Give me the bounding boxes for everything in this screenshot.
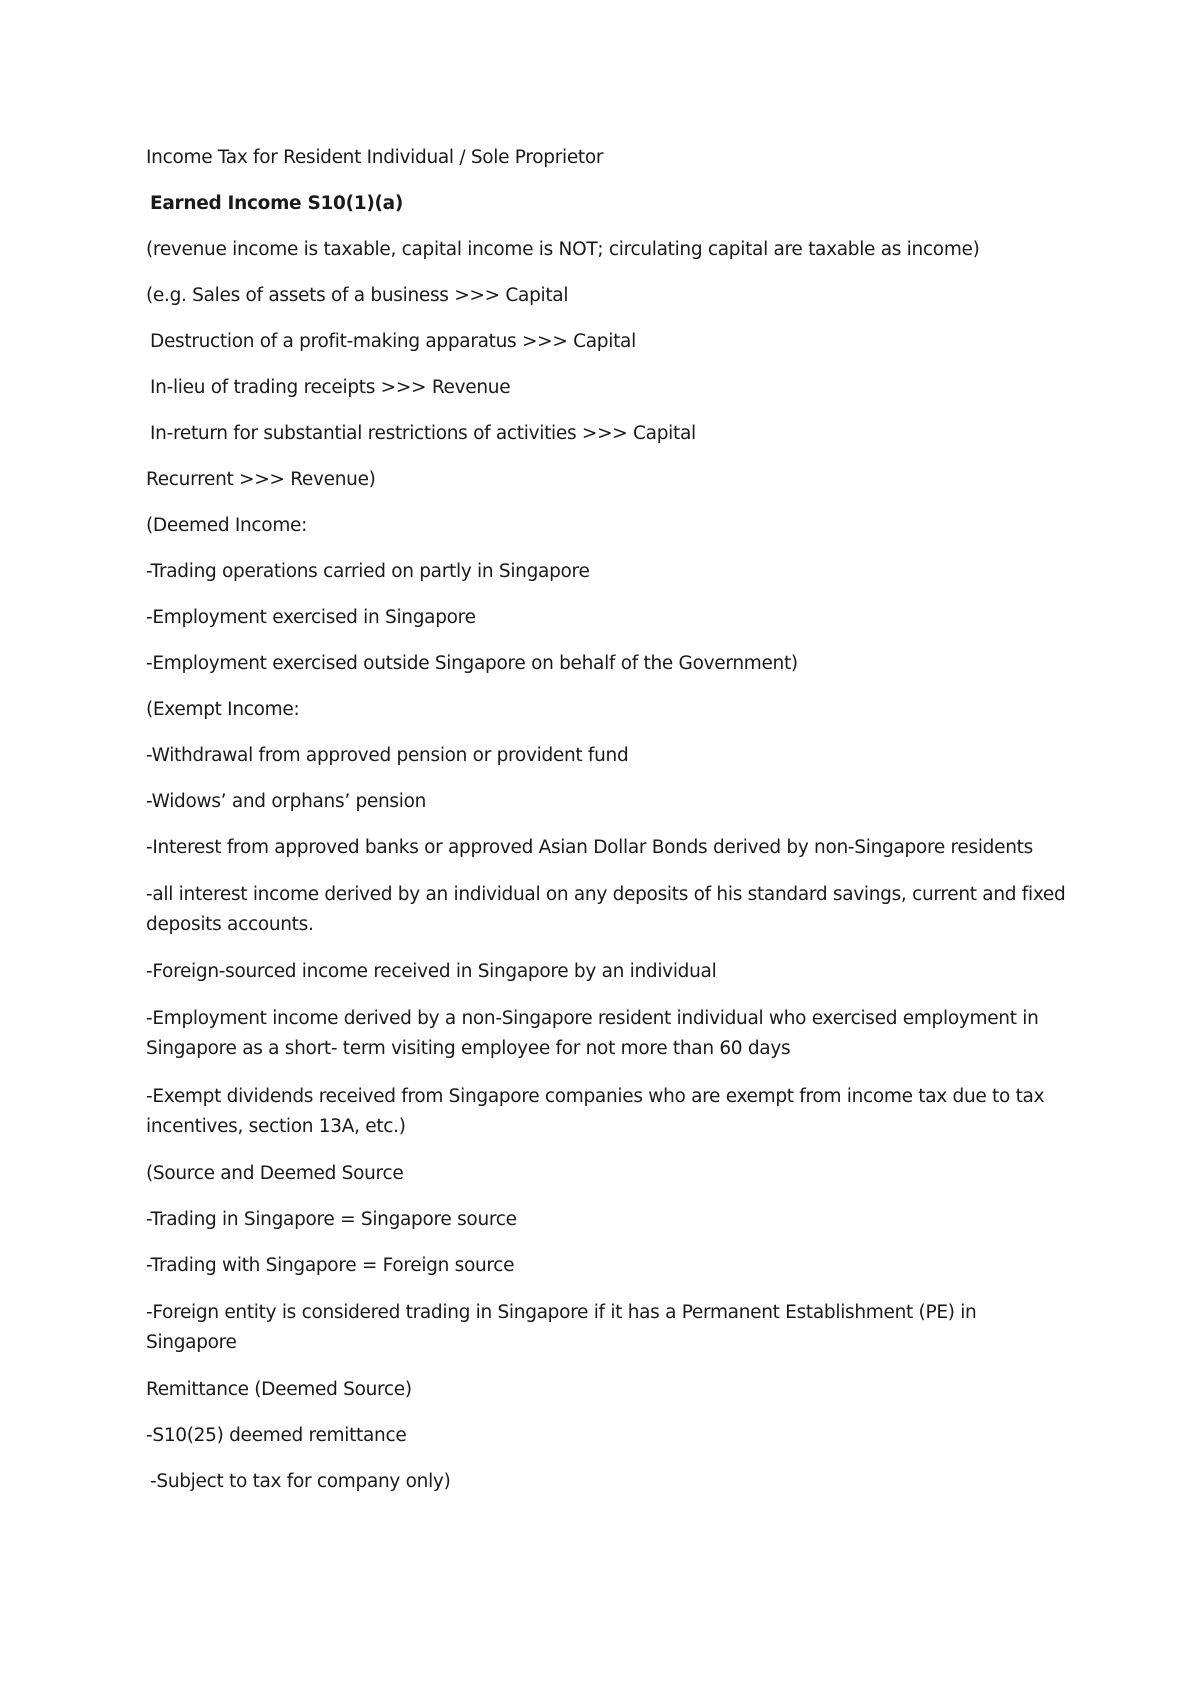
text-line: -Employment exercised outside Singapore on behalf of the Government) — [146, 653, 798, 674]
text-line: Remittance (Deemed Source) — [146, 1379, 412, 1400]
text-line: (Source and Deemed Source — [146, 1163, 404, 1184]
text-line: -Trading with Singapore = Foreign source — [146, 1255, 515, 1276]
section-heading: Earned Income S10(1)(a) — [150, 193, 403, 214]
text-line: In-return for substantial restrictions of activities >>> Capital — [150, 423, 696, 444]
text-line: -all interest income derived by an individual on any deposits of his standard savings, current and fixed deposits accounts. — [146, 884, 1072, 935]
text-line: -Foreign-sourced income received in Singapore by an individual — [146, 961, 717, 982]
text-line: -Trading in Singapore = Singapore source — [146, 1209, 517, 1230]
text-line: -Employment income derived by a non-Singapore resident individual who exercised employment in Singapore as a short- term visiting employee for not more than 60 days — [146, 1008, 1045, 1059]
text-line: (e.g. Sales of assets of a business >>> Capital — [146, 285, 569, 306]
text-line: In-lieu of trading receipts >>> Revenue — [150, 377, 511, 398]
text-line: (revenue income is taxable, capital income is NOT; circulating capital are taxable as income) — [146, 239, 980, 260]
document-title: Income Tax for Resident Individual / Sole Proprietor — [146, 147, 604, 168]
text-line: -S10(25) deemed remittance — [146, 1425, 407, 1446]
text-line: -Foreign entity is considered trading in Singapore if it has a Permanent Establishment (PE) in Singapore — [146, 1302, 983, 1353]
text-line: -Trading operations carried on partly in Singapore — [146, 561, 590, 582]
text-line: -Widows’ and orphans’ pension — [146, 791, 427, 812]
text-line: -Employment exercised in Singapore — [146, 607, 476, 628]
text-line: Destruction of a profit-making apparatus >>> Capital — [150, 331, 636, 352]
document-body — [146, 144, 1072, 1514]
text-line: -Interest from approved banks or approved Asian Dollar Bonds derived by non-Singapore residents — [146, 837, 1033, 858]
text-line: Recurrent >>> Revenue) — [146, 469, 376, 490]
text-line: -Subject to tax for company only) — [150, 1471, 451, 1492]
text-line: (Exempt Income: — [146, 699, 300, 720]
text-line: -Withdrawal from approved pension or provident fund — [146, 745, 629, 766]
text-line: (Deemed Income: — [146, 515, 308, 536]
text-line: -Exempt dividends received from Singapore companies who are exempt from income tax due to tax incentives, section 13A, etc.) — [146, 1086, 1050, 1137]
